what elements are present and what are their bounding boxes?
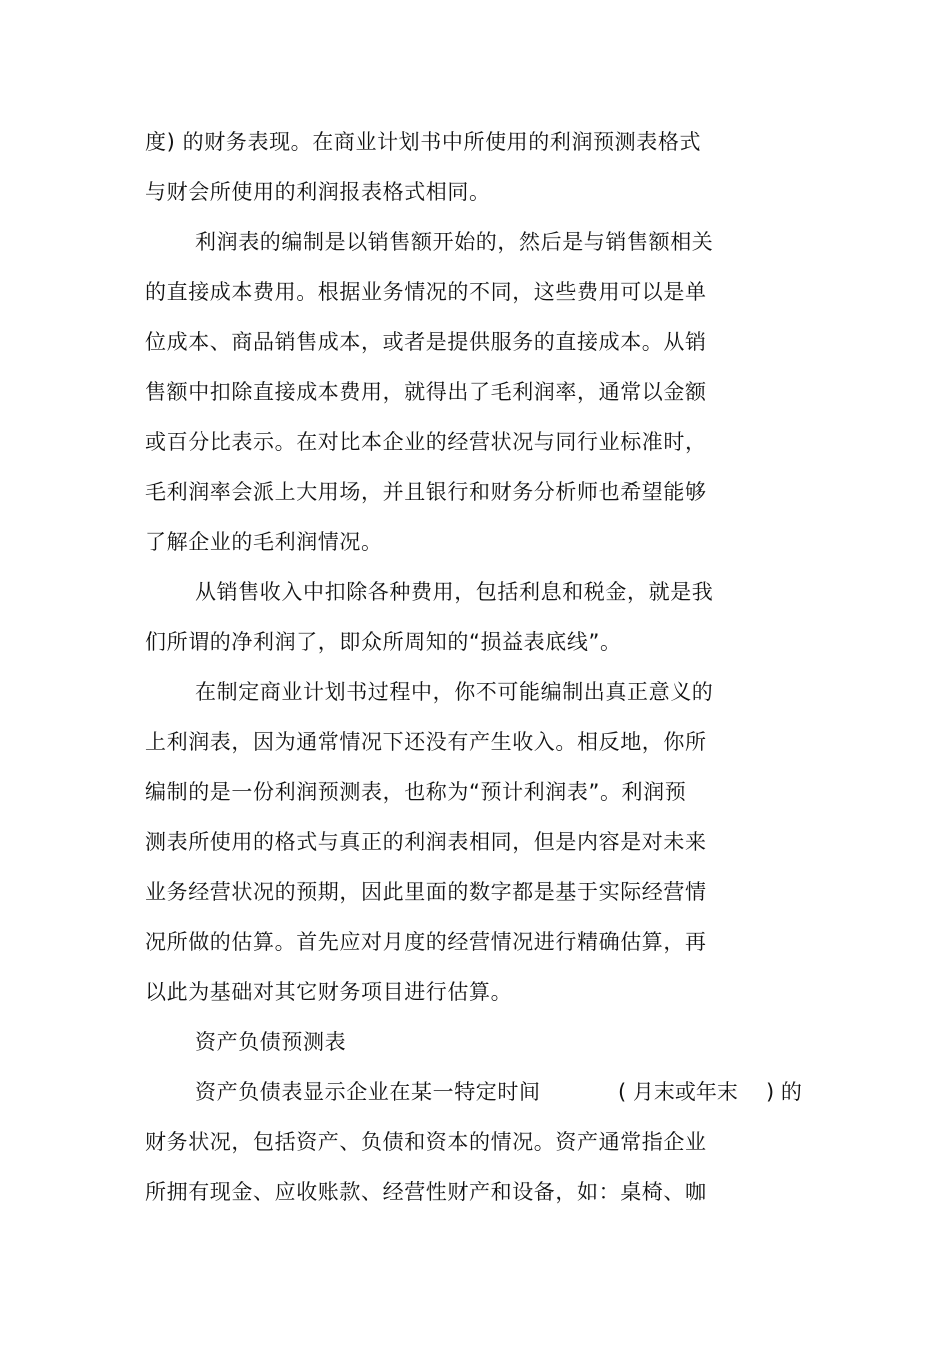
text-line: 售额中扣除直接成本费用，就得出了毛利润率，通常以金额: [145, 380, 707, 404]
text-line: 况所做的估算。首先应对月度的经营情况进行精确估算，再: [145, 930, 707, 954]
text-line: 财务状况，包括资产、负债和资本的情况。资产通常指企业: [145, 1130, 707, 1154]
text-line: 以此为基础对其它财务项目进行估算。: [145, 980, 513, 1004]
split-line-part1: 资产负债表显示企业在某一特定时间: [195, 1080, 541, 1104]
paragraph-first-line: 从销售收入中扣除各种费用，包括利息和税金，就是我: [195, 580, 714, 604]
text-line: 业务经营状况的预期，因此里面的数字都是基于实际经营情: [145, 880, 707, 904]
text-line: 了解企业的毛利润情况。: [145, 530, 383, 554]
text-line: 与财会所使用的利润报表格式相同。: [145, 180, 491, 204]
text-line: 度) 的财务表现。在商业计划书中所使用的利润预测表格式: [145, 130, 702, 154]
text-line: 位成本、商品销售成本，或者是提供服务的直接成本。从销: [145, 330, 707, 354]
paragraph-first-line: 在制定商业计划书过程中，你不可能编制出真正意义的: [195, 680, 714, 704]
split-line-part3: ) 的: [766, 1080, 802, 1104]
text-line: 测表所使用的格式与真正的利润表相同，但是内容是对未来: [145, 830, 707, 854]
split-line-part2: ( 月末或年末: [618, 1080, 738, 1104]
text-line: 编制的是一份利润预测表，也称为“预计利润表”。利润预: [145, 780, 687, 804]
section-heading: 资产负债预测表: [195, 1030, 347, 1054]
text-line: 毛利润率会派上大用场，并且银行和财务分析师也希望能够: [145, 480, 707, 504]
paragraph-first-line: 利润表的编制是以销售额开始的，然后是与销售额相关: [195, 230, 714, 254]
text-line: 的直接成本费用。根据业务情况的不同，这些费用可以是单: [145, 280, 707, 304]
text-line: 或百分比表示。在对比本企业的经营状况与同行业标准时，: [145, 430, 707, 454]
text-line: 们所谓的净利润了，即众所周知的“损益表底线”。: [145, 630, 622, 654]
text-line: 上利润表，因为通常情况下还没有产生收入。相反地，你所: [145, 730, 707, 754]
text-line: 所拥有现金、应收账款、经营性财产和设备，如：桌椅、咖: [145, 1180, 707, 1204]
